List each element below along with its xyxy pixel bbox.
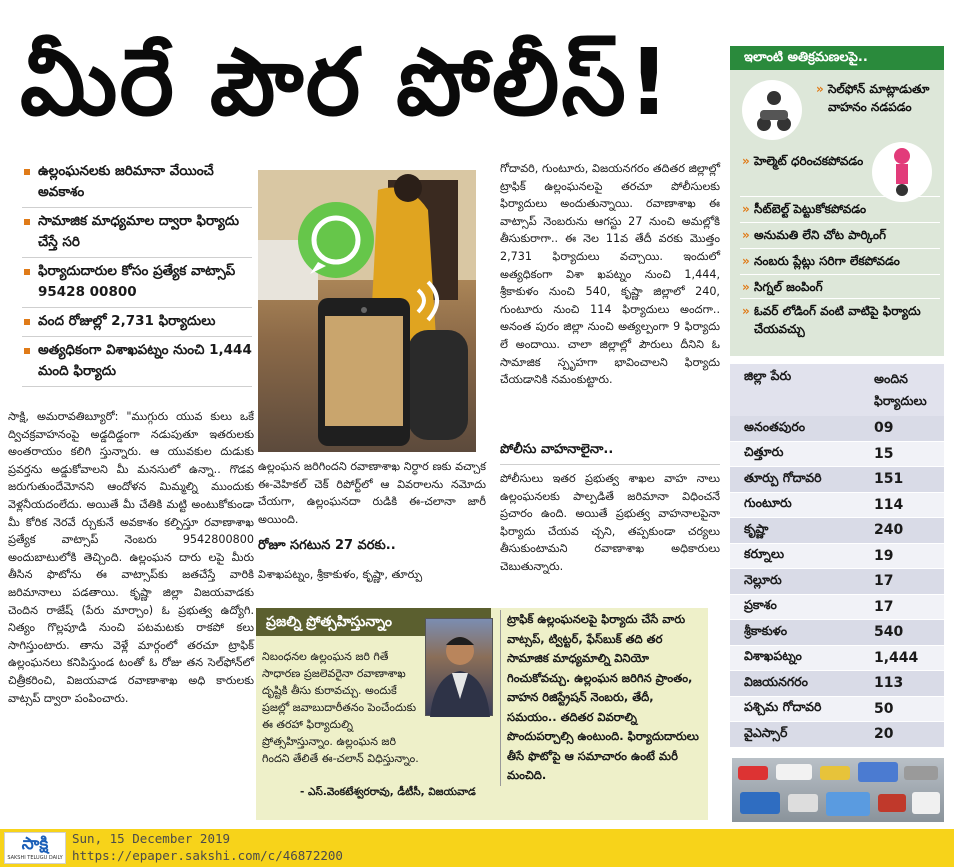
- mid-subheading: రోజూ సగటున 27 వరకు..: [258, 538, 396, 553]
- epaper-link[interactable]: https://epaper.sakshi.com/c/46872200: [72, 848, 343, 863]
- count-cell: 15: [874, 445, 894, 462]
- sidebar-title: ఇలాంటి అతిక్రమణలపై..: [730, 46, 944, 70]
- highlight-bullets: [22, 158, 252, 387]
- table-row: [730, 595, 944, 621]
- table-row: [730, 646, 944, 672]
- table-row: [730, 569, 944, 595]
- sidebar-item: » సిగ్నల్ జంపింగ్: [738, 278, 938, 296]
- quote-credit: - ఎస్.వెంకటేశ్వరరావు, డీటీసీ, విజయవాడ: [300, 786, 476, 798]
- person-illustration: [426, 619, 494, 717]
- bullet-item: ఉల్లంఘనలకు జరిమానా వేయించే అవకాశం: [22, 158, 252, 208]
- table-row: [730, 416, 944, 442]
- quote-box-right-text: ట్రాఫిక్ ఉల్లంఘనలపై ఫిర్యాదు చేసే వారు వాట్సప్, ట్విట్టర్, ఫేస్‌బుక్ తది తర సామాజిక మాధ్యమాల్ని వినియో గించుకోవచ్చు. ఉల్లంఘన జరిగిన ప్రాంతం, వాహన రిజిస్ట్రేషన్ నెంబరు, తేదీ, సమయం.. తదితర వివరాల్ని పొందుపర్చాల్సి ఉంటుంది. ఫిర్యాదుదారులు తీసే ఫొటోపై ఆ సమాచారం ఉంటే మరీ మంచిది.: [500, 610, 705, 786]
- mid-column-para1: ఉల్లంఘన జరిగిందని రవాణాశాఖ నిర్ధార ణకు వచ్చాక ఈ-వెహికల్ చెక్ రిపోర్ట్‌లో ఆ వివరాలను నమోదు చేయగా, ఉల్లంఘనదా రుడికి ఈ-చలానా జారీ అయింది.: [258, 460, 486, 526]
- table-row: [730, 544, 944, 570]
- district-cell: విశాఖపట్నం: [744, 648, 802, 664]
- district-cell: పశ్చిమ గోదావరి: [744, 699, 822, 715]
- table-row: [730, 697, 944, 723]
- bullet-item: ఫిర్యాదుదారుల కోసం ప్రత్యేక వాట్సాప్ 95428 00800: [22, 258, 252, 308]
- story-column: సాక్షి, అమరావతిబ్యూరో: "ముగ్గురు యువ కులు ఒకే ద్విచక్రవాహనంపై అడ్డదిడ్డంగా నడుపుతూ ఇతరులకు అంతరాయం కలిగి స్తున్నారు. ఆ యువకుల దుడుకు ప్రవర్తను అడ్డుకోవాలని మీ మనసులో ఉన్నా.. గొడవ జరుగుతుందేమోనని ఆందోళన మిమ్మల్ని ముందుకు వెళ్లనీయదంలేదు. అయితే మీ చేతికి మట్టి అంటుకోకుండా మీ కోరిక నెరవే ర్చుకునే అవకాశం కల్పిస్తూ రవాణాశాఖ ప్రత్యేక వాట్సాప్ నెంబరు 9542800800 అందుబాటులోకి తెచ్చింది. ఉల్లంఘన దారు లపై మీరు తీసిన ఫొటోను ఈ వాట్సాప్‌కు జతచేస్తే వారికి జరిమానాలు పడతాయి. కృష్ణా జిల్లా విజయవాడకు చెందిన రాజేష్ (పేరు మార్చాం) ఓ ప్రభుత్వ ఉద్యోగి. నిత్యం గొల్లపూడి నుంచి పటమటకు రాకపో కలు సాగిస్తుంటారు. తాను వెళ్లే మార్గంలో తరచూ ట్రాఫిక్ ఉల్లంఘనలు కనిపిస్తుండ టంతో ఓ రోజు తన సెల్‌ఫోన్‌లో చిత్రీకరించి, విజయవాడ రవాణాశాఖ అధి కారులకు వాట్సప్ ద్వారా పంపించారు.: [8, 410, 254, 705]
- count-cell: 114: [874, 496, 904, 513]
- count-cell: 20: [874, 726, 894, 743]
- quote-text: నిబంధనల ఉల్లంఘన జరి గితే సాధారణ ప్రజలెవరైనా రవాణాశాఖ దృష్టికి తీసు కురావచ్చు. అందుకే ప్రజల్లో జవాబుదారీతనం పెంచేందుకు ఈ తరహా ఫిర్యాదుల్ని ప్రోత్సహిస్తున్నాం. ఉల్లంఘన జరి గిందని తేలితే ఈ-చలాన్ విధిస్తున్నాం.: [262, 650, 419, 765]
- sakshi-logo: [4, 832, 66, 864]
- table-row: [730, 620, 944, 646]
- sidebar-item: » హెల్మెట్ ధరించకపోవడం: [738, 152, 868, 170]
- table-row: [730, 722, 944, 748]
- district-cell: విజయనగరం: [744, 673, 808, 689]
- photo-illustration: [258, 170, 476, 452]
- table-header-district: జిల్లా పేరు: [744, 368, 792, 383]
- quote-box-title: ప్రజల్ని ప్రోత్సహిస్తున్నాం: [256, 608, 491, 636]
- page-headline: మీరే పౌర పోలీస్!: [20, 29, 672, 136]
- table-row: [730, 467, 944, 493]
- district-cell: కర్నూలు: [744, 546, 785, 562]
- phone-driving-icon: [742, 80, 802, 140]
- table-header-count: అందిన ఫిర్యాదులు: [874, 371, 927, 408]
- table-row: [730, 493, 944, 519]
- district-cell: కృష్ణా: [744, 520, 769, 536]
- count-cell: 09: [874, 420, 894, 437]
- district-cell: అనంతపురం: [744, 418, 806, 434]
- traffic-photo: [732, 758, 944, 822]
- official-photo: [425, 618, 493, 716]
- bullet-item: వంద రోజుల్లో 2,731 ఫిర్యాదులు: [22, 308, 252, 337]
- bullet-item: సామాజిక మాధ్యమాల ద్వారా ఫిర్యాదు చేస్తే సరి: [22, 208, 252, 258]
- mid-column-para2: విశాఖపట్నం, శ్రీకాకుళం, కృష్ణా, తూర్పు: [258, 568, 423, 581]
- table-header: [730, 364, 944, 416]
- district-cell: గుంటూరు: [744, 495, 792, 511]
- sidebar-item: » సెల్‌ఫోన్ మాట్లాడుతూ వాహనం నడపడం: [812, 80, 940, 116]
- bullet-item: అత్యధికంగా విశాఖపట్నం నుంచి 1,444 మంది ఫిర్యాదు: [22, 337, 252, 387]
- count-cell: 240: [874, 522, 904, 539]
- table-row: [730, 442, 944, 468]
- logo-subtext: SAKSHI TELUGU DAILY: [7, 855, 63, 861]
- count-cell: 113: [874, 675, 904, 692]
- district-cell: శ్రీకాకుళం: [744, 622, 788, 638]
- sidebar-item: » అనుమతి లేని చోట పార్కింగ్: [738, 226, 938, 244]
- table-row: [730, 671, 944, 697]
- count-cell: 50: [874, 700, 894, 717]
- helmet-rider-icon: [872, 142, 932, 202]
- whatsapp-icon: [298, 202, 374, 278]
- table-row: [730, 518, 944, 544]
- sidebar-item: » సీట్‌బెల్ట్ పెట్టుకోకపోవడం: [738, 200, 938, 218]
- count-cell: 540: [874, 624, 904, 641]
- count-cell: 1,444: [874, 649, 919, 666]
- count-cell: 19: [874, 547, 894, 564]
- col3-subheading: పోలీసు వాహనాలైనా..: [500, 442, 720, 465]
- district-cell: నెల్లూరు: [744, 571, 782, 587]
- phone-icon: [318, 298, 410, 446]
- logo-text: సాక్షి: [21, 834, 49, 854]
- col3-para2: పోలీసులు ఇతర ప్రభుత్వ శాఖల వాహ నాలు ఉల్లంఘనలకు పాల్పడితే జరిమానా విధించనే ప్రచారం ఉంది. అయితే ప్రభుత్వ వాహనాలపైనా ఫిర్యాదు చేయవ చ్చని, తప్పకుండా చర్యలు తీసుకుంటామని రవాణాశాఖ అధికారులు చెబుతున్నారు.: [500, 472, 720, 573]
- col3-para1: గోదావరి, గుంటూరు, విజయనగరం తదితర జిల్లాల్లో ట్రాఫిక్ ఉల్లంఘనలపై తరచూ పోలీసులకు ఫిర్యాదులు అందుతున్నాయి. రవాణాశాఖ ఈ వాట్సాప్ నెంబరును ఆగస్టు 27 నుంచి అమల్లోకి తీసుకురాగా.. ఈ నెల 11వ తేదీ వరకు మొత్తం 2,731 ఫిర్యాదులు వచ్చాయి. ఇందులో అత్యధికంగా విశా ఖపట్నం నుంచి 1,444, శ్రీకాకుళం నుంచి 540, కృష్ణా జిల్లాలో 240, గుంటూరు నుంచి 114 ఫిర్యాదులు అందగా.. అనంత పురం జిల్లా నుంచి అత్యల్పంగా 9 ఫిర్యాదు లే అందాయి. చాలా జిల్లాల్లో పౌరులు దీనిని ఓ సామాజిక స్పృహగా భావించాలని ఫిర్యాదు చేయడానికి నమంకుట్టారు.: [500, 162, 720, 387]
- sidebar-item: » ఓవర్ లోడింగ్ వంటి వాటిపై ఫిర్యాదు చేయవచ్చు: [738, 302, 938, 338]
- district-cell: తూర్పు గోదావరి: [744, 469, 822, 485]
- count-cell: 17: [874, 573, 894, 590]
- count-cell: 17: [874, 598, 894, 615]
- district-cell: ప్రకాశం: [744, 597, 777, 613]
- district-cell: చిత్తూరు: [744, 444, 784, 460]
- edition-date: Sun, 15 December 2019: [72, 831, 231, 846]
- district-complaints-table: [730, 364, 944, 748]
- count-cell: 151: [874, 471, 904, 488]
- district-cell: వైఎస్సార్: [744, 724, 788, 740]
- footer-info: [72, 830, 343, 864]
- traffic-illustration: [732, 758, 944, 822]
- sidebar-item: » నంబరు ప్లేట్లు సరిగా లేకపోవడం: [738, 252, 938, 270]
- article-photo: [258, 170, 476, 452]
